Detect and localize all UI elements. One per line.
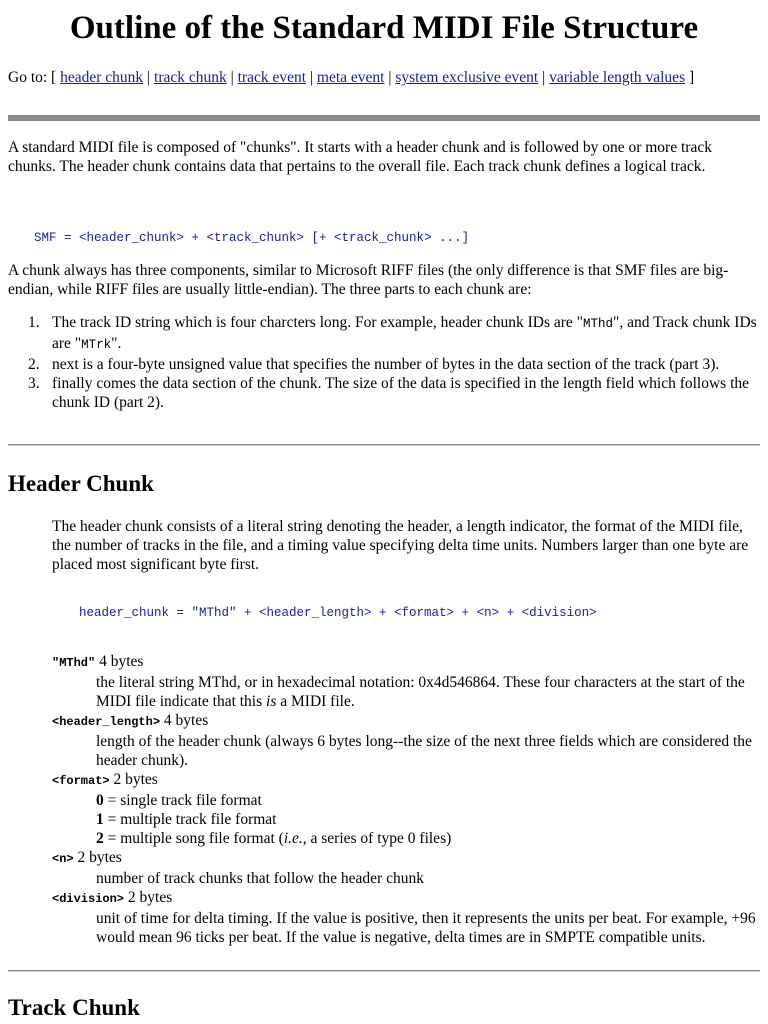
list-text: finally comes the data section of the chunk. The size of the data is specified in the length field which follows the chunk ID (part 2). [52,375,750,411]
field-term-n [52,848,760,869]
nav-separator: | [306,69,317,86]
field-term-format [52,770,760,791]
field-name: <format> [52,774,110,788]
field-name: <division> [52,892,125,906]
field-term-mthd [52,652,760,673]
list-item [8,374,760,412]
format-value: 1 [96,811,104,828]
format-text: = single track file format [103,792,262,809]
goto-suffix: ] [688,69,695,86]
field-desc-text: the literal string MThd, or in hexadecimal notation: 0x4d546864. These four characters at the start of the MIDI file indicate that this [96,674,745,710]
header-chunk-code: header_chunk = "MThd" + <header_length> + <format> + <n> + <division> [79,606,597,620]
nav-separator: | [384,69,396,86]
format-text: = multiple song file format ( [103,830,284,847]
list-item [8,355,760,374]
smf-code: SMF = <header_chunk> + <track_chunk> [+ <track_chunk> ...] [34,231,470,245]
link-track-chunk[interactable]: track chunk [154,69,227,86]
field-desc-division: unit of time for delta timing. If the value is positive, then it represents the units per beat. For example, +96 would mean 96 ticks per beat. If the value is negative, delta times are in SMPTE compatible units. [96,910,756,946]
code-mtrk: MTrk [81,338,112,352]
link-system-exclusive-event[interactable]: system exclusive event [395,69,539,86]
list-text: ", and Track chunk IDs are " [52,314,757,352]
format-emphasis: i.e. [283,830,303,847]
format-text: , a series of type 0 files) [302,830,452,847]
list-text: ". [111,335,122,352]
nav-separator: | [538,69,550,86]
field-name: "MThd" [52,656,96,670]
link-variable-length-values[interactable]: variable length values [549,69,686,86]
field-desc-emphasis: is [266,693,277,710]
intro-paragraph: A standard MIDI file is composed of "chunks". It starts with a header chunk and is followed by one or more track chunks. The header chunk contains data that pertains to the overall file. Each track chunk defines a logical track. [8,139,712,175]
format-value: 2 [96,830,104,847]
link-header-chunk[interactable]: header chunk [60,69,144,86]
field-term-header-length [52,711,760,732]
header-chunk-heading: Header Chunk [8,471,154,496]
horizontal-rule [8,970,760,972]
list-number: 2. [28,356,40,373]
goto-prefix: Go to: [ [8,69,57,86]
link-track-event[interactable]: track event [237,69,307,86]
field-desc-header-length: length of the header chunk (always 6 bytes long--the size of the next three fields which are considered the header chunk). [96,733,752,769]
list-number: 3. [28,375,40,392]
field-desc-n: number of track chunks that follow the header chunk [96,870,424,887]
field-desc-mthd [96,673,760,711]
format-option [96,791,760,810]
field-size: 2 bytes [124,889,173,906]
page-title: Outline of the Standard MIDI File Structure [69,10,699,46]
list-text: next is a four-byte unsigned value that specifies the number of bytes in the data section of the track (part 3). [52,356,720,373]
field-name: <n> [52,852,74,866]
format-text: = multiple track file format [103,811,277,828]
field-term-division [52,888,760,909]
field-desc-text: a MIDI file. [276,693,355,710]
link-meta-event[interactable]: meta event [316,69,385,86]
section-divider-thick [8,115,760,121]
header-chunk-paragraph: The header chunk consists of a literal string denoting the header, a length indicator, the format of the MIDI file, the number of tracks in the file, and a timing value specifying delta time units. Numbers larger than one byte are placed most significant byte first. [52,518,749,573]
field-size: 4 bytes [160,712,209,729]
format-option [96,829,760,848]
header-fields-list [52,652,760,947]
code-mthd: MThd [583,317,614,331]
list-text: The track ID string which is four charcters long. For example, header chunk IDs are " [52,314,583,331]
horizontal-rule [8,444,760,446]
field-size: 2 bytes [109,771,158,788]
goto-nav [8,68,748,87]
field-size: 4 bytes [95,653,144,670]
field-name: <header_length> [52,715,161,729]
nav-separator: | [226,69,238,86]
track-chunk-heading: Track Chunk [8,995,140,1020]
list-item [8,313,760,355]
format-value: 0 [96,792,104,809]
format-option [96,810,760,829]
field-size: 2 bytes [73,849,122,866]
chunk-parts-list [8,313,760,412]
nav-separator: | [143,69,155,86]
list-number: 1. [28,314,40,331]
chunk-paragraph: A chunk always has three components, similar to Microsoft RIFF files (the only difference is that SMF files are big-endian, while RIFF files are usually little-endian). The three parts to each chunk are: [8,262,729,298]
